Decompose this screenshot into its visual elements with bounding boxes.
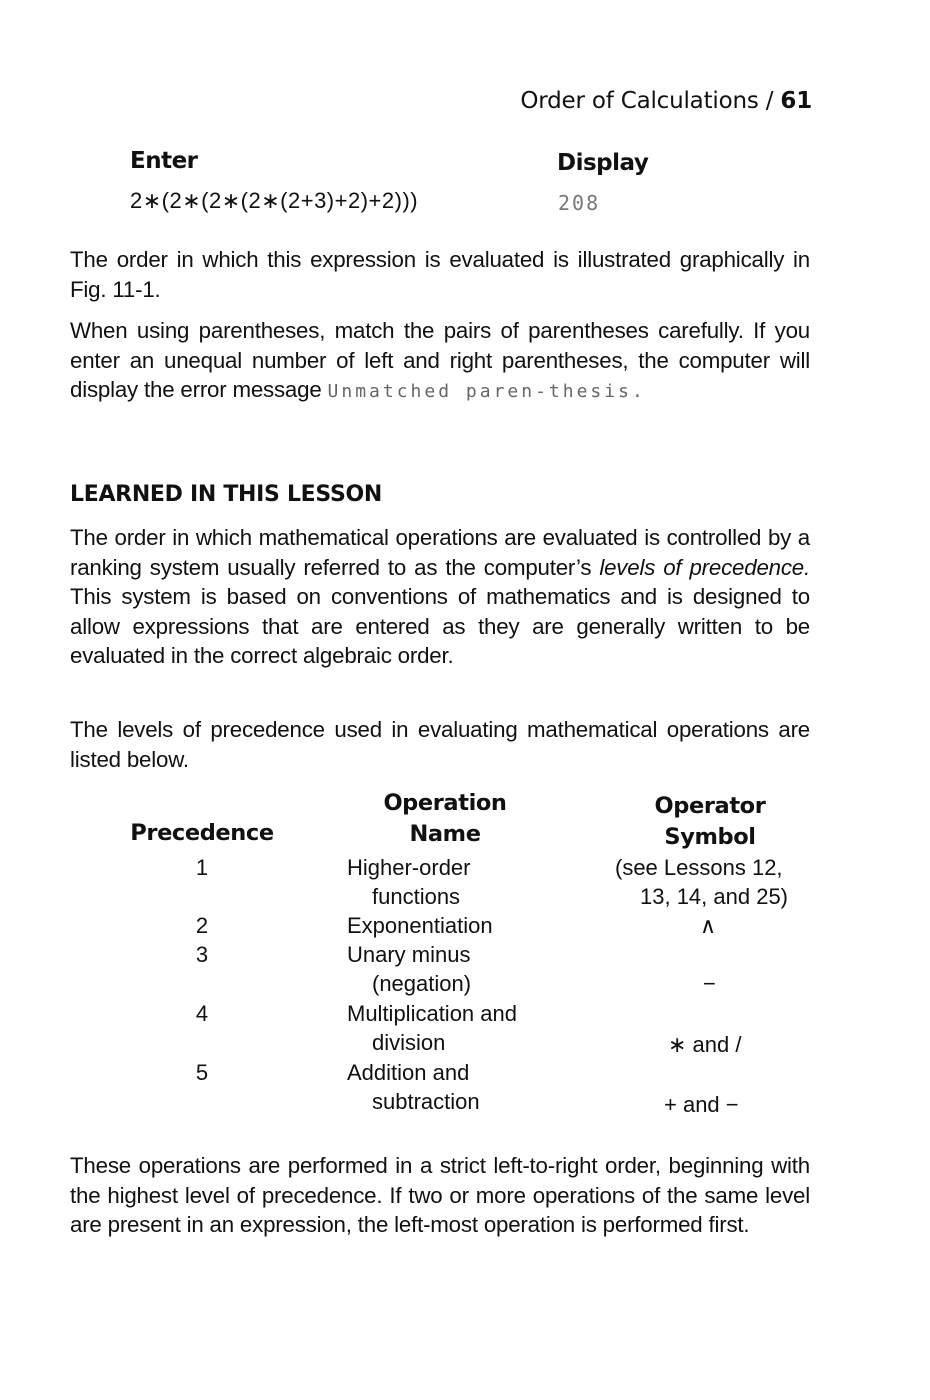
paragraph-levels-of-precedence <box>70 523 810 671</box>
p3-text-before: The order in which mathematical operations are evaluated is controlled by a ranking system usually referred to as the computer’s <box>70 525 810 580</box>
row-4-name-line2: division <box>372 1030 446 1055</box>
header-precedence: Precedence <box>130 820 274 846</box>
header-operation-line2: Name <box>409 821 481 847</box>
header-operator-symbol <box>630 791 790 853</box>
row-4-symbol: ∗ and / <box>668 1032 742 1057</box>
row-1-name-line1: Higher-order <box>347 855 471 880</box>
display-value: 208 <box>558 191 601 215</box>
row-2-name-line1: Exponentiation <box>347 913 493 938</box>
row-3-symbol: − <box>703 971 716 996</box>
row-4-name-line1: Multiplication and <box>347 1001 517 1026</box>
section-title: LEARNED IN THIS LESSON <box>70 482 383 507</box>
row-5-level: 5 <box>195 1060 209 1085</box>
paragraph-fig-reference: The order in which this expression is evaluated is illustrated graphically in Fig. 11-1. <box>70 247 810 302</box>
row-3-name-line1: Unary minus <box>347 942 471 967</box>
example-expression: 2∗(2∗(2∗(2∗(2+3)+2)+2))) <box>130 188 419 213</box>
row-2-level: 2 <box>195 913 209 938</box>
paragraph-left-to-right: These operations are performed in a strict left-to-right order, beginning with the highest level of precedence. If two or more operations of the same level are present in an expression, the left-most operation is performed first. <box>70 1153 810 1238</box>
row-5-name-line2: subtraction <box>372 1089 480 1114</box>
row-1-symbol-line1: (see Lessons 12, <box>615 855 783 880</box>
paragraph-parentheses-text: When using parentheses, match the pairs of parentheses carefully. If you enter an unequal number of left and right parentheses, the computer will display the error message <box>70 318 810 403</box>
running-title: Order of Calculations / <box>520 88 781 114</box>
display-label: Display <box>557 150 649 176</box>
row-3-level: 3 <box>195 942 209 967</box>
row-5-symbol: + and − <box>664 1092 739 1117</box>
levels-of-precedence-term: levels of precedence. <box>599 554 810 580</box>
page-number: 61 <box>780 88 812 114</box>
p3-text-after: This system is based on conventions of mathematics and is designed to allow expressions that are entered as they are generally written to be evaluated in the correct algebraic order. <box>70 584 810 669</box>
enter-label: Enter <box>130 148 198 174</box>
header-operation-line1: Operation <box>383 790 507 816</box>
row-4-level: 4 <box>195 1001 209 1026</box>
row-2-symbol: ∧ <box>700 913 717 938</box>
row-1-name-line2: functions <box>372 884 461 909</box>
row-1-symbol-line2: 13, 14, and 25) <box>640 884 789 909</box>
header-operation-name <box>365 788 525 850</box>
error-message: Unmatched paren-thesis. <box>327 381 646 403</box>
header-symbol-line2: Symbol <box>664 824 756 850</box>
row-5-name-line1: Addition and <box>347 1060 470 1085</box>
paragraph-parentheses <box>70 316 810 407</box>
row-3-name-line2: (negation) <box>372 971 472 996</box>
running-header <box>520 88 812 114</box>
header-symbol-line1: Operator <box>654 793 766 819</box>
paragraph-table-intro: The levels of precedence used in evaluating mathematical operations are listed below. <box>70 717 810 772</box>
row-1-level: 1 <box>195 855 209 880</box>
